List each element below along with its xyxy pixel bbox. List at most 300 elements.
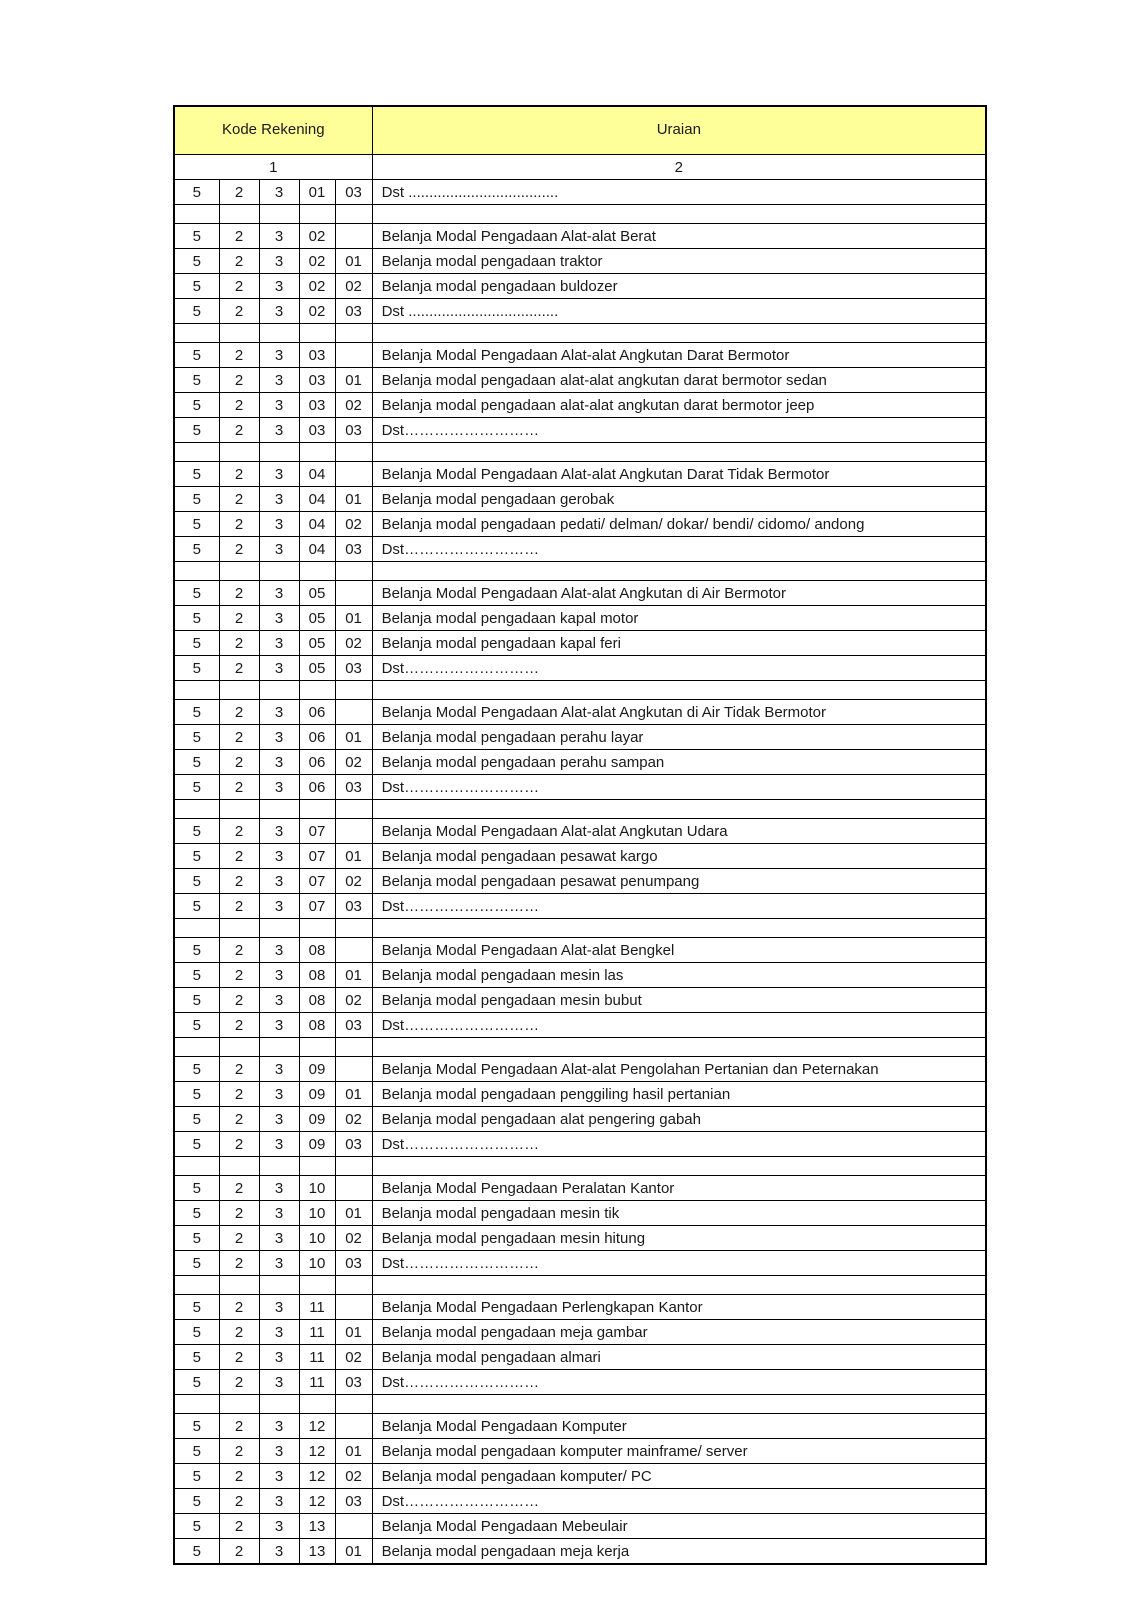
code-cell: 5 (174, 1370, 219, 1395)
code-cell: 3 (259, 1439, 299, 1464)
code-cell: 3 (259, 963, 299, 988)
code-cell: 5 (174, 1057, 219, 1082)
code-cell: 13 (299, 1539, 335, 1565)
code-cell: 3 (259, 418, 299, 443)
code-cell (299, 919, 335, 938)
code-cell: 02 (335, 1107, 372, 1132)
code-cell: 03 (335, 894, 372, 919)
code-cell (335, 205, 372, 224)
table-row (174, 631, 986, 656)
code-cell: 3 (259, 1514, 299, 1539)
code-cell (259, 1276, 299, 1295)
code-cell (335, 681, 372, 700)
code-cell: 01 (335, 368, 372, 393)
code-cell (335, 324, 372, 343)
code-cell: 11 (299, 1320, 335, 1345)
code-cell (299, 681, 335, 700)
table-row (174, 512, 986, 537)
code-cell (174, 919, 219, 938)
code-cell: 02 (335, 631, 372, 656)
code-cell: 2 (219, 1013, 259, 1038)
uraian-cell: Belanja Modal Pengadaan Alat-alat Berat (372, 224, 986, 249)
uraian-cell: Belanja modal pengadaan perahu layar (372, 725, 986, 750)
code-cell (174, 1038, 219, 1057)
code-cell: 5 (174, 656, 219, 681)
code-cell: 5 (174, 274, 219, 299)
code-cell: 09 (299, 1132, 335, 1157)
kode-column-number: 1 (174, 155, 372, 180)
code-cell: 3 (259, 1464, 299, 1489)
empty-row (174, 1038, 986, 1057)
code-cell (299, 562, 335, 581)
code-cell: 5 (174, 224, 219, 249)
code-cell: 5 (174, 1320, 219, 1345)
code-cell: 01 (335, 1320, 372, 1345)
code-cell: 03 (299, 368, 335, 393)
table-row (174, 581, 986, 606)
code-cell: 01 (335, 1439, 372, 1464)
code-cell: 2 (219, 1439, 259, 1464)
code-cell: 02 (335, 512, 372, 537)
code-cell: 02 (335, 1464, 372, 1489)
code-cell (335, 224, 372, 249)
code-cell: 2 (219, 1082, 259, 1107)
uraian-cell (372, 800, 986, 819)
uraian-cell: Belanja modal pengadaan traktor (372, 249, 986, 274)
code-cell (219, 681, 259, 700)
code-cell: 07 (299, 844, 335, 869)
table-row (174, 844, 986, 869)
code-cell: 3 (259, 819, 299, 844)
code-cell (335, 819, 372, 844)
uraian-cell: Belanja Modal Pengadaan Alat-alat Angkutan di Air Tidak Bermotor (372, 700, 986, 725)
code-cell (335, 343, 372, 368)
code-cell: 2 (219, 512, 259, 537)
code-cell: 2 (219, 700, 259, 725)
code-cell: 03 (335, 1251, 372, 1276)
code-cell (259, 1157, 299, 1176)
code-cell (174, 324, 219, 343)
code-cell: 5 (174, 581, 219, 606)
code-cell: 06 (299, 700, 335, 725)
code-cell: 5 (174, 1414, 219, 1439)
code-cell: 5 (174, 1107, 219, 1132)
code-cell: 5 (174, 963, 219, 988)
code-cell: 01 (335, 1201, 372, 1226)
table-row (174, 938, 986, 963)
code-cell (219, 324, 259, 343)
code-cell: 5 (174, 512, 219, 537)
code-cell (335, 443, 372, 462)
code-cell (335, 800, 372, 819)
code-cell (335, 1295, 372, 1320)
empty-row (174, 1157, 986, 1176)
code-cell: 10 (299, 1201, 335, 1226)
code-cell: 2 (219, 894, 259, 919)
code-cell (335, 1276, 372, 1295)
code-cell: 5 (174, 1013, 219, 1038)
code-cell: 02 (335, 988, 372, 1013)
code-cell: 5 (174, 725, 219, 750)
table-row (174, 487, 986, 512)
table-row (174, 750, 986, 775)
code-cell: 07 (299, 869, 335, 894)
code-cell: 3 (259, 1132, 299, 1157)
code-cell: 12 (299, 1414, 335, 1439)
code-cell (299, 205, 335, 224)
code-cell: 5 (174, 537, 219, 562)
table-header-row (174, 106, 986, 155)
code-cell: 03 (335, 1132, 372, 1157)
table-row (174, 1057, 986, 1082)
code-cell: 11 (299, 1370, 335, 1395)
code-cell: 03 (335, 1489, 372, 1514)
code-cell: 03 (335, 180, 372, 205)
uraian-cell: Belanja modal pengadaan almari (372, 1345, 986, 1370)
code-cell (259, 919, 299, 938)
code-cell: 5 (174, 1345, 219, 1370)
code-cell: 2 (219, 606, 259, 631)
code-cell: 3 (259, 462, 299, 487)
code-cell: 3 (259, 1320, 299, 1345)
code-cell: 2 (219, 1251, 259, 1276)
code-cell (335, 1395, 372, 1414)
code-cell: 04 (299, 462, 335, 487)
code-cell: 2 (219, 1176, 259, 1201)
table-row (174, 1013, 986, 1038)
code-cell: 5 (174, 700, 219, 725)
code-cell (259, 800, 299, 819)
code-cell: 5 (174, 1201, 219, 1226)
code-cell: 03 (335, 1013, 372, 1038)
uraian-cell (372, 919, 986, 938)
code-cell (174, 681, 219, 700)
code-cell: 3 (259, 1107, 299, 1132)
uraian-cell: Belanja modal pengadaan alat-alat angkutan darat bermotor sedan (372, 368, 986, 393)
code-cell: 5 (174, 299, 219, 324)
uraian-cell: Belanja Modal Pengadaan Perlengkapan Kantor (372, 1295, 986, 1320)
code-cell: 3 (259, 343, 299, 368)
code-cell (259, 562, 299, 581)
code-cell: 3 (259, 368, 299, 393)
uraian-cell (372, 1276, 986, 1295)
uraian-cell: Belanja modal pengadaan komputer/ PC (372, 1464, 986, 1489)
table-row (174, 1082, 986, 1107)
table-row (174, 869, 986, 894)
code-cell: 3 (259, 1345, 299, 1370)
table-row (174, 1132, 986, 1157)
code-cell: 02 (335, 393, 372, 418)
uraian-cell: Dst……………………… (372, 1489, 986, 1514)
code-cell (299, 324, 335, 343)
table-row (174, 1464, 986, 1489)
code-cell (299, 1276, 335, 1295)
code-cell: 5 (174, 343, 219, 368)
code-cell: 3 (259, 393, 299, 418)
code-cell: 01 (335, 1082, 372, 1107)
uraian-cell (372, 681, 986, 700)
uraian-cell (372, 205, 986, 224)
code-cell (335, 462, 372, 487)
code-cell: 2 (219, 656, 259, 681)
table-row (174, 249, 986, 274)
table-row (174, 368, 986, 393)
code-cell: 2 (219, 1132, 259, 1157)
uraian-cell: Dst……………………… (372, 418, 986, 443)
code-cell: 01 (299, 180, 335, 205)
uraian-cell: Belanja modal pengadaan mesin hitung (372, 1226, 986, 1251)
code-cell: 03 (335, 299, 372, 324)
table-row (174, 1201, 986, 1226)
code-cell: 3 (259, 180, 299, 205)
table-row (174, 537, 986, 562)
code-cell: 3 (259, 1226, 299, 1251)
code-cell (259, 324, 299, 343)
code-cell: 5 (174, 894, 219, 919)
code-cell: 3 (259, 894, 299, 919)
uraian-header: Uraian (372, 106, 986, 155)
table-row (174, 343, 986, 368)
code-cell: 5 (174, 1439, 219, 1464)
code-cell (299, 1395, 335, 1414)
uraian-cell (372, 324, 986, 343)
empty-row (174, 324, 986, 343)
uraian-cell: Belanja modal pengadaan alat pengering gabah (372, 1107, 986, 1132)
table-row (174, 819, 986, 844)
uraian-cell: Belanja modal pengadaan pedati/ delman/ dokar/ bendi/ cidomo/ andong (372, 512, 986, 537)
code-cell: 2 (219, 1514, 259, 1539)
code-cell (259, 443, 299, 462)
code-cell: 02 (335, 274, 372, 299)
uraian-cell (372, 562, 986, 581)
code-cell: 3 (259, 512, 299, 537)
empty-row (174, 1276, 986, 1295)
code-cell: 2 (219, 224, 259, 249)
code-cell (299, 443, 335, 462)
code-cell (335, 1157, 372, 1176)
code-cell: 2 (219, 418, 259, 443)
uraian-cell: Belanja modal pengadaan kapal feri (372, 631, 986, 656)
uraian-cell: Dst……………………… (372, 894, 986, 919)
code-cell: 02 (299, 274, 335, 299)
uraian-cell: Belanja Modal Pengadaan Komputer (372, 1414, 986, 1439)
table-row (174, 180, 986, 205)
code-cell: 3 (259, 1082, 299, 1107)
code-cell: 12 (299, 1464, 335, 1489)
code-cell: 01 (335, 606, 372, 631)
uraian-cell: Belanja modal pengadaan komputer mainframe/ server (372, 1439, 986, 1464)
table-row (174, 1539, 986, 1565)
code-cell (219, 1395, 259, 1414)
code-cell: 2 (219, 1370, 259, 1395)
code-cell: 5 (174, 368, 219, 393)
column-number-row (174, 155, 986, 180)
uraian-cell: Belanja modal pengadaan mesin tik (372, 1201, 986, 1226)
code-cell (219, 1276, 259, 1295)
code-cell: 03 (299, 393, 335, 418)
code-cell: 5 (174, 988, 219, 1013)
code-cell (335, 581, 372, 606)
code-cell: 12 (299, 1439, 335, 1464)
uraian-cell: Belanja modal pengadaan mesin bubut (372, 988, 986, 1013)
code-cell: 2 (219, 274, 259, 299)
table-row (174, 700, 986, 725)
code-cell: 03 (335, 418, 372, 443)
uraian-cell: Belanja modal pengadaan buldozer (372, 274, 986, 299)
code-cell: 3 (259, 606, 299, 631)
code-cell: 01 (335, 1539, 372, 1565)
code-cell: 11 (299, 1345, 335, 1370)
code-cell (219, 1157, 259, 1176)
code-cell: 3 (259, 1176, 299, 1201)
table-row (174, 775, 986, 800)
code-cell: 02 (335, 869, 372, 894)
code-cell: 2 (219, 1345, 259, 1370)
code-cell: 08 (299, 938, 335, 963)
table-row (174, 1107, 986, 1132)
code-cell: 04 (299, 512, 335, 537)
table-row (174, 299, 986, 324)
code-cell: 03 (335, 1370, 372, 1395)
uraian-cell: Belanja Modal Pengadaan Alat-alat Angkutan di Air Bermotor (372, 581, 986, 606)
code-cell: 02 (335, 750, 372, 775)
table-row (174, 988, 986, 1013)
table-row (174, 894, 986, 919)
kode-rekening-header: Kode Rekening (174, 106, 372, 155)
code-cell (174, 1395, 219, 1414)
uraian-cell: Belanja modal pengadaan kapal motor (372, 606, 986, 631)
code-cell: 2 (219, 869, 259, 894)
table-row (174, 418, 986, 443)
code-cell: 5 (174, 418, 219, 443)
table-row (174, 1320, 986, 1345)
code-cell: 01 (335, 249, 372, 274)
code-cell (335, 1514, 372, 1539)
code-cell: 5 (174, 869, 219, 894)
code-cell: 5 (174, 462, 219, 487)
code-cell: 02 (299, 224, 335, 249)
code-cell: 5 (174, 1539, 219, 1565)
code-cell: 09 (299, 1107, 335, 1132)
code-cell: 07 (299, 819, 335, 844)
code-cell: 09 (299, 1057, 335, 1082)
code-cell: 3 (259, 750, 299, 775)
code-cell: 04 (299, 487, 335, 512)
uraian-cell: Belanja modal pengadaan alat-alat angkutan darat bermotor jeep (372, 393, 986, 418)
code-cell (174, 562, 219, 581)
code-cell: 01 (335, 725, 372, 750)
uraian-cell: Dst……………………… (372, 775, 986, 800)
table-row (174, 1226, 986, 1251)
code-cell: 2 (219, 819, 259, 844)
code-cell: 3 (259, 249, 299, 274)
code-cell (335, 938, 372, 963)
code-cell: 5 (174, 249, 219, 274)
code-cell: 3 (259, 1414, 299, 1439)
uraian-cell: Belanja Modal Pengadaan Alat-alat Angkutan Udara (372, 819, 986, 844)
uraian-cell (372, 1395, 986, 1414)
code-cell: 06 (299, 750, 335, 775)
empty-row (174, 800, 986, 819)
code-cell: 3 (259, 938, 299, 963)
uraian-cell (372, 1038, 986, 1057)
code-cell (299, 1157, 335, 1176)
code-cell: 5 (174, 844, 219, 869)
uraian-cell: Dst .................................... (372, 180, 986, 205)
code-cell: 5 (174, 1489, 219, 1514)
code-cell: 3 (259, 274, 299, 299)
code-cell: 03 (299, 418, 335, 443)
code-cell: 2 (219, 1464, 259, 1489)
code-cell: 2 (219, 1539, 259, 1565)
code-cell: 02 (299, 249, 335, 274)
empty-row (174, 443, 986, 462)
code-cell: 13 (299, 1514, 335, 1539)
code-cell: 04 (299, 537, 335, 562)
uraian-cell: Dst……………………… (372, 537, 986, 562)
code-cell: 2 (219, 1226, 259, 1251)
code-cell (219, 443, 259, 462)
code-cell: 2 (219, 775, 259, 800)
uraian-cell: Belanja modal pengadaan penggiling hasil pertanian (372, 1082, 986, 1107)
uraian-cell: Belanja modal pengadaan meja kerja (372, 1539, 986, 1565)
code-cell: 3 (259, 725, 299, 750)
table-row (174, 656, 986, 681)
code-cell: 2 (219, 938, 259, 963)
empty-row (174, 681, 986, 700)
code-cell (174, 1276, 219, 1295)
code-cell: 01 (335, 844, 372, 869)
code-cell: 08 (299, 988, 335, 1013)
uraian-cell: Dst .................................... (372, 299, 986, 324)
code-cell: 3 (259, 844, 299, 869)
code-cell: 5 (174, 180, 219, 205)
empty-row (174, 562, 986, 581)
code-cell (174, 205, 219, 224)
uraian-column-number: 2 (372, 155, 986, 180)
uraian-cell: Belanja Modal Pengadaan Mebeulair (372, 1514, 986, 1539)
code-cell (219, 562, 259, 581)
code-cell: 3 (259, 775, 299, 800)
code-cell: 02 (335, 1345, 372, 1370)
uraian-cell: Belanja Modal Pengadaan Peralatan Kantor (372, 1176, 986, 1201)
code-cell: 2 (219, 537, 259, 562)
code-cell: 07 (299, 894, 335, 919)
code-cell: 06 (299, 775, 335, 800)
code-cell: 2 (219, 299, 259, 324)
code-cell: 2 (219, 1201, 259, 1226)
code-cell: 2 (219, 1107, 259, 1132)
code-cell: 05 (299, 581, 335, 606)
code-cell: 05 (299, 606, 335, 631)
code-cell: 5 (174, 1226, 219, 1251)
code-cell (219, 800, 259, 819)
uraian-cell: Belanja Modal Pengadaan Alat-alat Angkutan Darat Bermotor (372, 343, 986, 368)
code-cell: 02 (335, 1226, 372, 1251)
uraian-cell: Dst……………………… (372, 1370, 986, 1395)
code-cell: 5 (174, 606, 219, 631)
code-cell (335, 1038, 372, 1057)
code-cell: 2 (219, 581, 259, 606)
code-cell: 2 (219, 1414, 259, 1439)
code-cell (299, 1038, 335, 1057)
account-code-table (173, 105, 987, 1565)
code-cell: 2 (219, 1320, 259, 1345)
code-cell: 5 (174, 1464, 219, 1489)
code-cell: 12 (299, 1489, 335, 1514)
code-cell: 03 (335, 656, 372, 681)
code-cell: 02 (299, 299, 335, 324)
